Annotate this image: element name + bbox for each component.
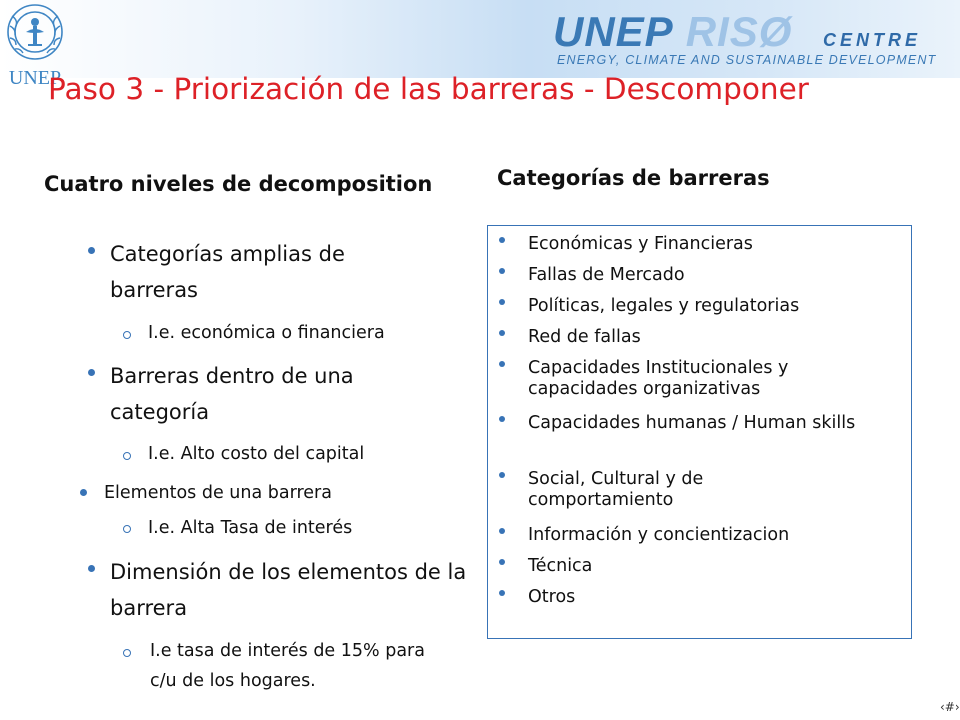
slide-title: Paso 3 - Priorización de las barreras - Descomponer	[48, 72, 809, 106]
sub-bullet-icon	[123, 331, 131, 339]
category-item-10: Otros	[528, 587, 576, 607]
brand-riso: RISØ	[685, 8, 793, 55]
left-item-2: Barreras dentro de una categoría	[110, 364, 354, 424]
category-item-1: Económicas y Financieras	[528, 234, 753, 254]
bullet-icon	[88, 247, 95, 254]
category-item-2: Fallas de Mercado	[528, 265, 685, 285]
slide-number: ‹#›	[940, 700, 960, 714]
left-item-3: Elementos de una barrera	[104, 483, 332, 503]
bullet-icon	[499, 299, 505, 305]
left-item-4: Dimensión de los elementos de la barrera	[110, 560, 467, 620]
left-item-1: Categorías amplias de barreras	[110, 242, 345, 302]
sub-bullet-icon	[123, 452, 131, 460]
bullet-icon	[499, 528, 505, 534]
bullet-icon	[499, 237, 505, 243]
brand-unep: UNEP	[553, 8, 674, 55]
bullet-icon	[88, 369, 95, 376]
left-heading: Cuatro niveles de decomposition	[44, 172, 433, 196]
left-subitem-3: I.e. Alta Tasa de interés	[148, 518, 353, 538]
sub-bullet-icon	[123, 649, 131, 657]
category-item-9: Técnica	[528, 556, 593, 576]
brand-centre: CENTRE	[823, 30, 922, 50]
unep-riso-brand	[553, 8, 958, 74]
bullet-icon	[499, 361, 505, 367]
bullet-icon	[88, 565, 95, 572]
left-subitem-4: I.e tasa de interés de 15% para c/u de los hogares.	[150, 641, 425, 691]
category-item-5: Capacidades Institucionales y capacidades organizativas	[528, 358, 789, 399]
bullet-icon	[499, 268, 505, 274]
category-item-8: Información y concientizacion	[528, 525, 790, 545]
brand-wordmark	[553, 8, 792, 56]
left-subitem-2: I.e. Alto costo del capital	[148, 444, 365, 464]
bullet-icon	[80, 489, 87, 496]
bullet-icon	[499, 416, 505, 422]
brand-subtitle: ENERGY, CLIMATE AND SUSTAINABLE DEVELOPMENT	[557, 53, 937, 67]
bullet-icon	[499, 472, 505, 478]
category-item-6: Capacidades humanas / Human skills	[528, 413, 856, 433]
sub-bullet-icon	[123, 525, 131, 533]
bullet-icon	[499, 559, 505, 565]
svg-text:UNEP: UNEP	[8, 67, 62, 89]
category-item-7: Social, Cultural y de comportamiento	[528, 469, 704, 510]
bullet-icon	[499, 590, 505, 596]
right-heading: Categorías de barreras	[497, 166, 770, 190]
category-item-4: Red de fallas	[528, 327, 641, 347]
bullet-icon	[499, 330, 505, 336]
left-subitem-1: I.e. económica o financiera	[148, 323, 385, 343]
category-item-3: Políticas, legales y regulatorias	[528, 296, 800, 316]
